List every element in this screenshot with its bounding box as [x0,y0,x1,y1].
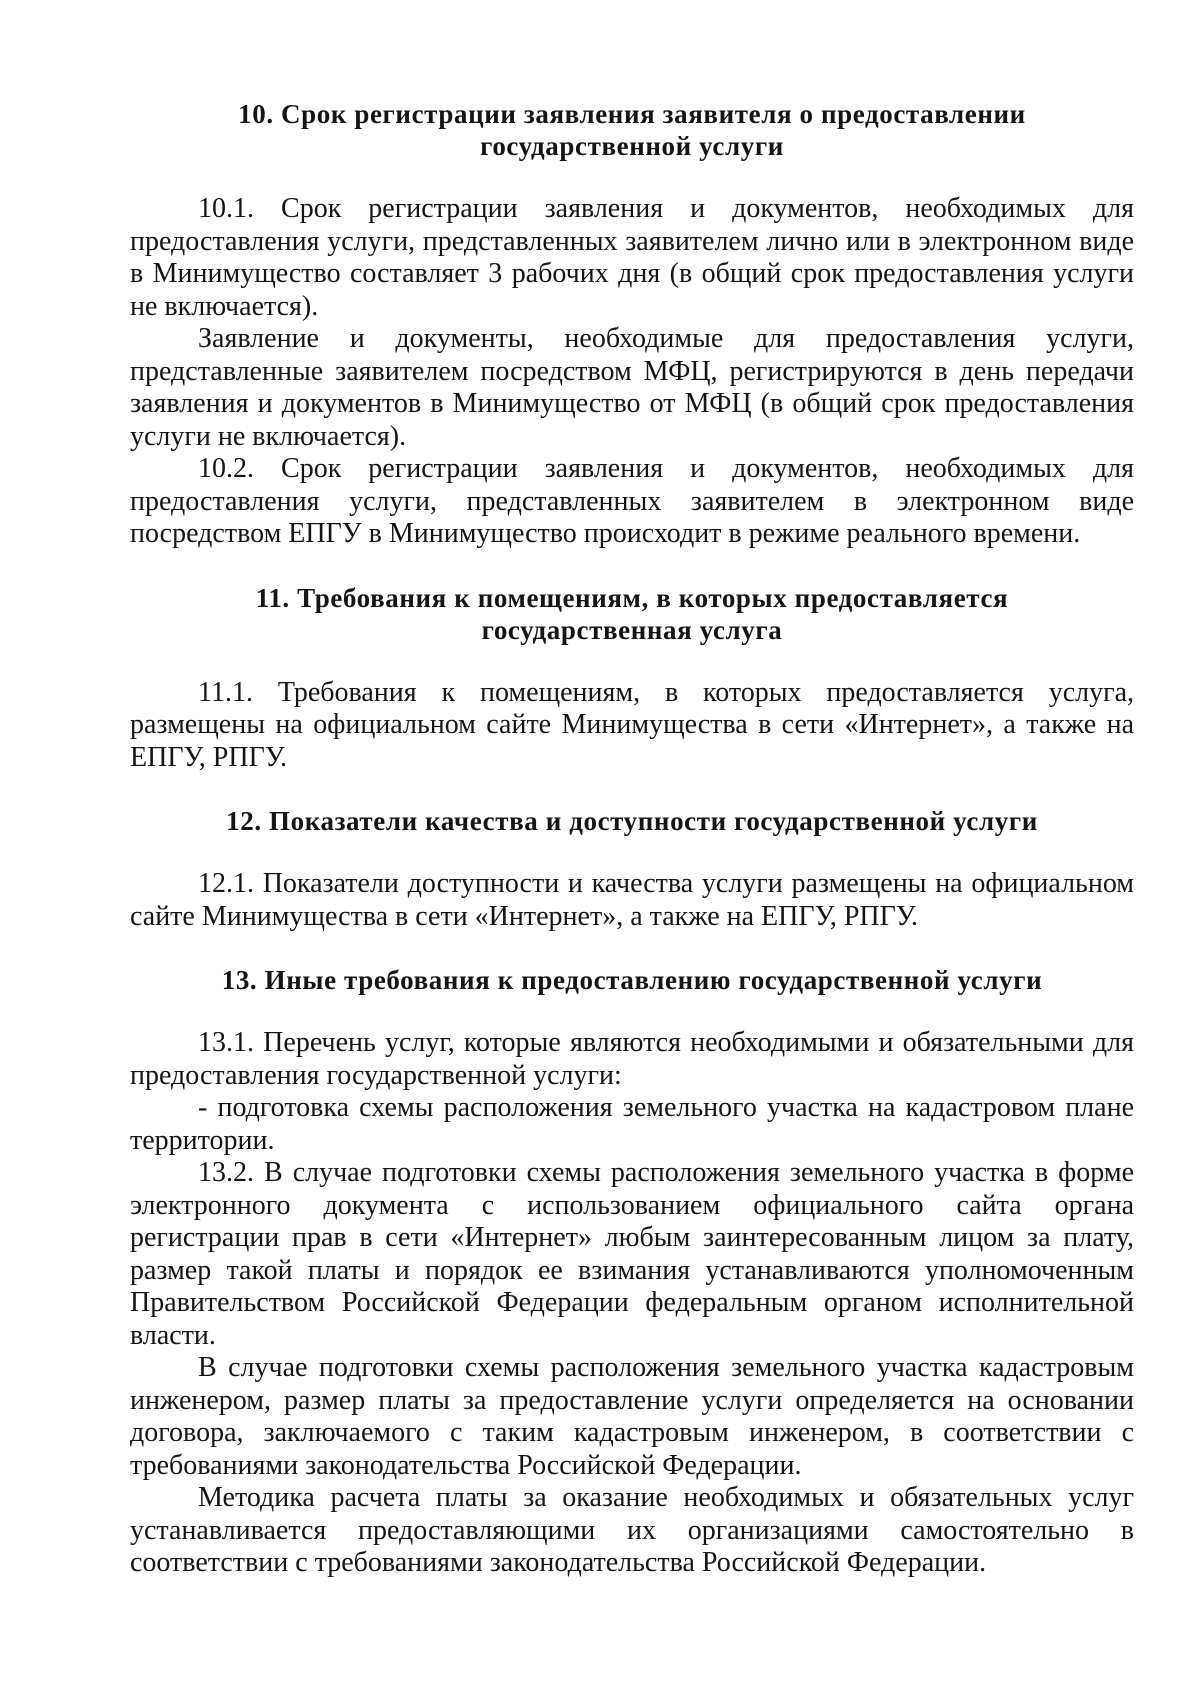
paragraph-10-2: 10.2. Срок регистрации заявления и документов, необходимых для предоставления услуги, представленных заявителем в электронном виде посредством ЕПГУ в Минимущество происходит в режиме реального времени. [130,453,1134,549]
heading-line: государственная услуга [481,614,783,645]
heading-line: государственной услуги [480,131,784,161]
paragraph-11-1: 11.1. Требования к помещениям, в которых предоставляется услуга, размещены на официальном сайте Минимущества в сети «Интернет», а также на ЕПГУ, РПГУ. [130,676,1134,773]
heading-line: 10. Срок регистрации заявления заявителя о предоставлении [238,99,1026,129]
spacer [130,996,1134,1027]
spacer [130,162,1134,193]
section-heading-11 [130,582,1134,646]
paragraph-13-2: 13.2. В случае подготовки схемы расположения земельного участка в форме электронного документа с использованием официального сайта органа регистрации прав в сети «Интернет» любым заинтересованным лицом за плату, размер такой платы и порядок ее взимания устанавливаются уполномоченным Правительством Российской Федерации федеральным органом исполнительной власти. [130,1157,1134,1351]
paragraph-13-2-engineer: В случае подготовки схемы расположения земельного участка кадастровым инженером, размер платы за предоставление услуги определяется на основании договора, заключаемого с таким кадастровым инженером, в соответствии с требованиями законодательства Российской Федерации. [130,1352,1134,1481]
paragraph-13-2-method: Методика расчета платы за оказание необходимых и обязательных услуг устанавливается предоставляющими их организациями самостоятельно в соответствии с требованиями законодательства Российской Федерации. [130,1482,1134,1578]
section-heading-10 [130,98,1134,162]
spacer [130,933,1134,964]
heading-line: 13. Иные требования к предоставлению государственной услуги [221,965,1043,995]
spacer [130,646,1134,677]
heading-line: 11. Требования к помещениям, в которых предоставляется [255,582,1009,613]
spacer [130,774,1134,805]
paragraph-13-1: 13.1. Перечень услуг, которые являются необходимыми и обязательными для предоставления государственной услуги: [130,1027,1134,1091]
spacer [130,551,1134,582]
paragraph-13-1-item: - подготовка схемы расположения земельного участка на кадастровом плане территории. [130,1092,1134,1156]
paragraph-12-1: 12.1. Показатели доступности и качества услуги размещены на официальном сайте Минимущества в сети «Интернет», а также на ЕПГУ, РПГУ. [130,868,1134,932]
spacer [130,837,1134,868]
heading-line: 12. Показатели качества и доступности государственной услуги [226,806,1038,836]
paragraph-10-1: 10.1. Срок регистрации заявления и документов, необходимых для предоставления услуги, представленных заявителем лично или в электронном виде в Минимущество составляет 3 рабочих дня (в общий срок предоставления услуги не включается). [130,193,1134,322]
paragraph-10-1-mfc: Заявление и документы, необходимые для предоставления услуги, представленные заявителем посредством МФЦ, регистрируются в день передачи заявления и документов в Минимущество от МФЦ (в общий срок предоставления услуги не включается). [130,323,1134,452]
section-heading-13 [130,964,1134,996]
section-heading-12 [130,805,1134,837]
